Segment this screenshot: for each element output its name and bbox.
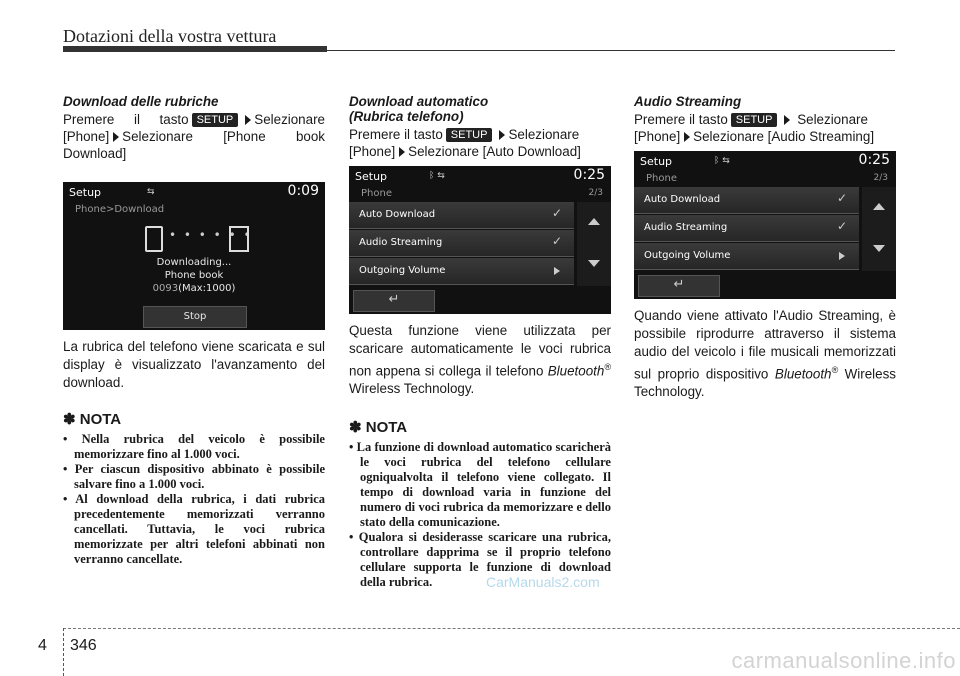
list-item: • Al download della rubrica, i dati rubrica precedentemente memorizzati verranno cancellati. Tuttavia, le voci rubrica memorizzate per altri telefoni abbinati non verranno cancellate. bbox=[63, 492, 325, 567]
footer-rule bbox=[63, 628, 960, 629]
bluetooth-icon: ᛒ ⇆ bbox=[429, 171, 445, 181]
arrow-right-icon bbox=[554, 267, 560, 275]
progress-dots-icon: • • • • • • bbox=[169, 228, 253, 242]
screen-time: 0:25 bbox=[573, 167, 605, 183]
footer-divider bbox=[63, 628, 64, 676]
screen-title: Setup bbox=[640, 155, 673, 168]
screen-setup-phone bbox=[349, 166, 611, 314]
body-end: Wireless Technology. bbox=[634, 366, 896, 400]
menu-row-audio-streaming[interactable] bbox=[634, 215, 859, 242]
count-line bbox=[63, 282, 325, 295]
arrow-icon bbox=[684, 132, 690, 142]
scroll-down-icon[interactable] bbox=[873, 245, 885, 252]
column-phonebook-download bbox=[63, 94, 325, 567]
list-item: • Qualora si desiderasse scaricare una rubrica, controllare dapprima se il proprio telefono cellulare supporta le funzione di download della rubrica. bbox=[349, 530, 611, 590]
instr-text: Selezionare [Phone] bbox=[349, 127, 580, 159]
bluetooth-icon: ᛒ ⇆ bbox=[714, 156, 730, 166]
instr-text: Premere il tasto bbox=[634, 112, 728, 127]
page-indicator: 2/3 bbox=[588, 188, 603, 198]
list-item: • Nella rubrica del veicolo è possibile memorizzare fino al 1.000 voci. bbox=[63, 432, 325, 462]
site-watermark: carmanualsonline.info bbox=[731, 648, 956, 673]
row-label: Auto Download bbox=[644, 194, 721, 205]
page-indicator: 2/3 bbox=[873, 173, 888, 183]
nota-list bbox=[349, 440, 611, 590]
scrollbar[interactable] bbox=[862, 187, 896, 271]
nota-title: ✽ NOTA bbox=[63, 411, 122, 428]
nota-label: NOTA bbox=[365, 419, 408, 437]
document-icon bbox=[229, 226, 249, 252]
screen-title: Setup bbox=[69, 186, 102, 199]
menu-row-auto-download[interactable] bbox=[349, 202, 574, 229]
nota-label: NOTA bbox=[79, 411, 122, 428]
screen-time: 0:25 bbox=[858, 152, 890, 168]
scroll-up-icon[interactable] bbox=[588, 218, 600, 225]
instr-text: Premere il tasto bbox=[349, 127, 443, 142]
watermark: CarManuals2.com bbox=[486, 574, 600, 590]
phone-icon bbox=[145, 226, 163, 252]
menu-row-auto-download[interactable] bbox=[634, 187, 859, 214]
instr-text: Selezionare [Phone book Download] bbox=[63, 129, 325, 161]
section-number: 4 bbox=[38, 637, 47, 654]
page-header-title: Dotazioni della vostra vettura bbox=[63, 26, 277, 46]
body-main: Questa funzione viene utilizzata per scaricare automaticamente le voci rubrica non appena si collega il telefono bbox=[349, 323, 611, 379]
row-label: Auto Download bbox=[359, 209, 436, 220]
column-audio-streaming bbox=[634, 94, 896, 401]
body-text bbox=[634, 307, 896, 401]
section-heading: Download delle rubriche bbox=[63, 94, 219, 109]
instruction bbox=[63, 111, 325, 162]
setup-key: SETUP bbox=[446, 128, 493, 142]
body-text: La rubrica del telefono viene scaricata e sul display è visualizzato l'avanzamento del download. bbox=[63, 339, 325, 390]
arrow-icon bbox=[113, 132, 119, 142]
instr-text: Selezionare [Auto Download] bbox=[408, 144, 581, 159]
section-heading: Audio Streaming bbox=[634, 94, 742, 109]
back-button[interactable]: ↵ bbox=[353, 290, 435, 312]
download-status bbox=[63, 256, 325, 295]
body-end: Wireless Technology. bbox=[349, 381, 475, 397]
back-button[interactable]: ↵ bbox=[638, 275, 720, 297]
body-main: Quando viene attivato l'Audio Streaming, è possibile riprodurre attraverso il sistema audio del veicolo i file musicali memorizzati sul proprio dispositivo bbox=[634, 308, 896, 382]
max: (Max:1000) bbox=[178, 283, 236, 294]
registered-mark: ® bbox=[604, 362, 611, 372]
check-icon: ✓ bbox=[836, 219, 847, 233]
instr-text: Selezionare [Phone] bbox=[63, 112, 325, 144]
row-label: Outgoing Volume bbox=[644, 250, 731, 261]
setup-key: SETUP bbox=[731, 113, 778, 127]
registered-mark: ® bbox=[831, 365, 839, 375]
arrow-right-icon bbox=[839, 252, 845, 260]
arrow-icon bbox=[784, 115, 790, 125]
scrollbar[interactable] bbox=[577, 202, 611, 286]
row-label: Outgoing Volume bbox=[359, 265, 446, 276]
instruction bbox=[634, 111, 896, 145]
usb-icon: ⇆ bbox=[147, 187, 155, 197]
bluetooth-term: Bluetooth bbox=[547, 363, 605, 379]
row-label: Audio Streaming bbox=[359, 237, 443, 248]
row-label: Audio Streaming bbox=[644, 222, 728, 233]
nota-title: ✽ NOTA bbox=[349, 419, 408, 437]
status-line: Downloading... bbox=[156, 257, 232, 268]
arrow-icon bbox=[245, 115, 251, 125]
screen-download bbox=[63, 182, 325, 330]
header-rule bbox=[327, 50, 895, 51]
breadcrumb: Phone>Download bbox=[75, 204, 165, 215]
scroll-down-icon[interactable] bbox=[588, 260, 600, 267]
body-text bbox=[349, 322, 611, 398]
menu-row-outgoing-volume[interactable] bbox=[634, 243, 859, 270]
instruction bbox=[349, 126, 611, 160]
status-line: Phone book bbox=[164, 270, 224, 281]
instr-text: Selezionare bbox=[797, 112, 868, 127]
screen-title: Setup bbox=[355, 170, 388, 183]
check-icon: ✓ bbox=[551, 234, 562, 248]
screen-setup-phone bbox=[634, 151, 896, 299]
instr-text: Premere il tasto bbox=[63, 112, 189, 127]
instr-text: Selezionare [Audio Streaming] bbox=[693, 129, 875, 144]
screen-subtitle: Phone bbox=[361, 188, 392, 199]
menu-row-audio-streaming[interactable] bbox=[349, 230, 574, 257]
setup-key: SETUP bbox=[192, 113, 239, 127]
section-subheading: (Rubrica telefono) bbox=[349, 109, 464, 124]
screen-time: 0:09 bbox=[287, 183, 319, 199]
header-bar bbox=[63, 46, 327, 52]
stop-button[interactable]: Stop bbox=[143, 306, 247, 328]
section-heading: Download automatico bbox=[349, 94, 489, 109]
arrow-icon bbox=[499, 130, 505, 140]
list-item: • Per ciascun dispositivo abbinato è possibile salvare fino a 1.000 voci. bbox=[63, 462, 325, 492]
instr-text: [Phone] bbox=[634, 129, 681, 144]
bluetooth-term: Bluetooth bbox=[774, 366, 832, 382]
count: 0093 bbox=[152, 283, 179, 294]
screen-subtitle: Phone bbox=[646, 173, 677, 184]
check-icon: ✓ bbox=[836, 191, 847, 205]
column-auto-download bbox=[349, 94, 611, 590]
page-number: 346 bbox=[70, 637, 97, 654]
nota-list bbox=[63, 432, 325, 567]
check-icon: ✓ bbox=[551, 206, 562, 220]
scroll-up-icon[interactable] bbox=[873, 203, 885, 210]
list-item: • La funzione di download automatico scaricherà le voci rubrica del telefono cellulare ogniqualvolta il telefono viene collegato. Il tempo di download varia in funzione del numero di voci rubrica da memorizzare e dello stato della comunicazione. bbox=[349, 440, 611, 530]
arrow-icon bbox=[399, 147, 405, 157]
menu-row-outgoing-volume[interactable] bbox=[349, 258, 574, 285]
